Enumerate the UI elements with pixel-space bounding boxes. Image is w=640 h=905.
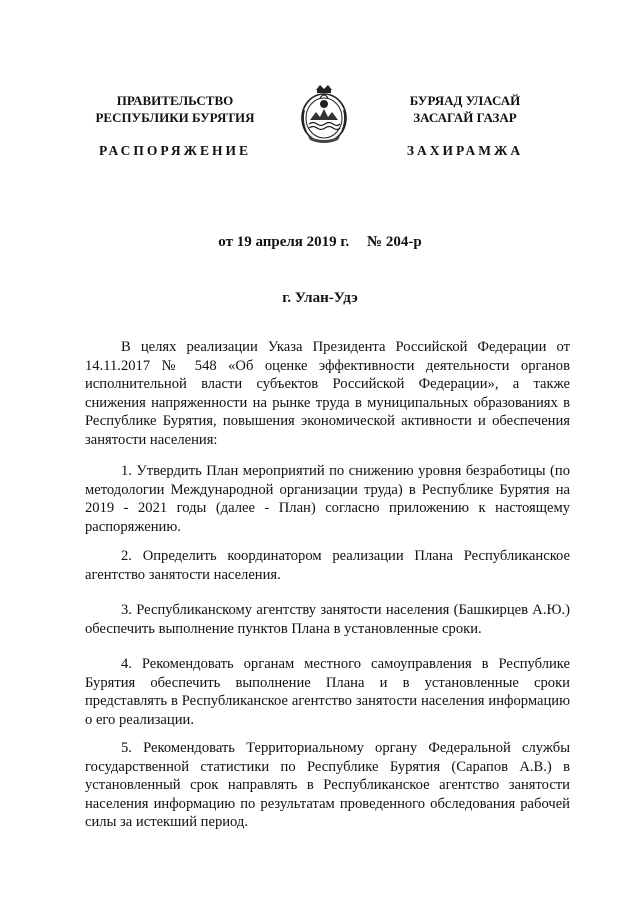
document-date: от 19 апреля 2019 г. <box>218 234 350 250</box>
paragraph-1 <box>85 462 570 536</box>
paragraph-4 <box>85 655 570 729</box>
header-right-line1: БУРЯАД УЛАСАЙ <box>409 93 521 108</box>
paragraph-4-text: 4. Рекомендовать органам местного самоуправления в Республике Бурятия обеспечить выполнение Плана и в установленные сроки представлять в Республиканское агентство занятости населения информацию о его реализации. <box>85 656 570 728</box>
header-right-block <box>365 92 565 158</box>
paragraph-2 <box>85 547 570 584</box>
document-date-line <box>0 234 640 251</box>
paragraph-intro <box>85 338 570 449</box>
header-left-line1: ПРАВИТЕЛЬСТВО <box>116 93 234 108</box>
header-left-block <box>60 92 290 158</box>
paragraph-3 <box>85 601 570 638</box>
paragraph-5-text: 5. Рекомендовать Территориальному органу Федеральной службы государственной статистики по Республике Бурятия (Сарапов А.В.) в установленный срок направлять в Республиканское агентство занятости населения информацию по результатам проведенного обследования рабочей силы за истекший период. <box>85 740 570 830</box>
header-right-doc-type: ЗАХИРАМЖА <box>406 143 524 158</box>
document-city: г. Улан-Удэ <box>282 290 358 306</box>
paragraph-3-text: 3. Республиканскому агентству занятости населения (Башкирцев А.Ю.) обеспечить выполнение пунктов Плана в установленные сроки. <box>85 602 570 637</box>
coat-of-arms-icon <box>298 82 350 146</box>
document-number: № 204-р <box>367 234 422 250</box>
paragraph-1-text: 1. Утвердить План мероприятий по снижению уровня безработицы (по методологии Международной организации труда) в Республике Бурятия на 2019 - 2021 годы (далее - План) согласно приложению к настоящему распоряжению. <box>85 463 570 535</box>
paragraph-2-text: 2. Определить координатором реализации Плана Республиканское агентство занятости населения. <box>85 548 570 583</box>
paragraph-5 <box>85 739 570 832</box>
paragraph-intro-text: В целях реализации Указа Президента Российской Федерации от 14.11.2017 № 548 «Об оценке эффективности деятельности органов исполнительной власти субъектов Российской Федерации», а также снижения напряженности на рынке труда в муниципальных образованиях в Республике Бурятия, повышения экономической активности и обеспечения занятости населения: <box>85 339 570 448</box>
header-left-line2: РЕСПУБЛИКИ БУРЯТИЯ <box>95 110 255 125</box>
header-left-doc-type: РАСПОРЯЖЕНИЕ <box>98 143 252 158</box>
header-right-line2: ЗАСАГАЙ ГАЗАР <box>413 110 517 125</box>
